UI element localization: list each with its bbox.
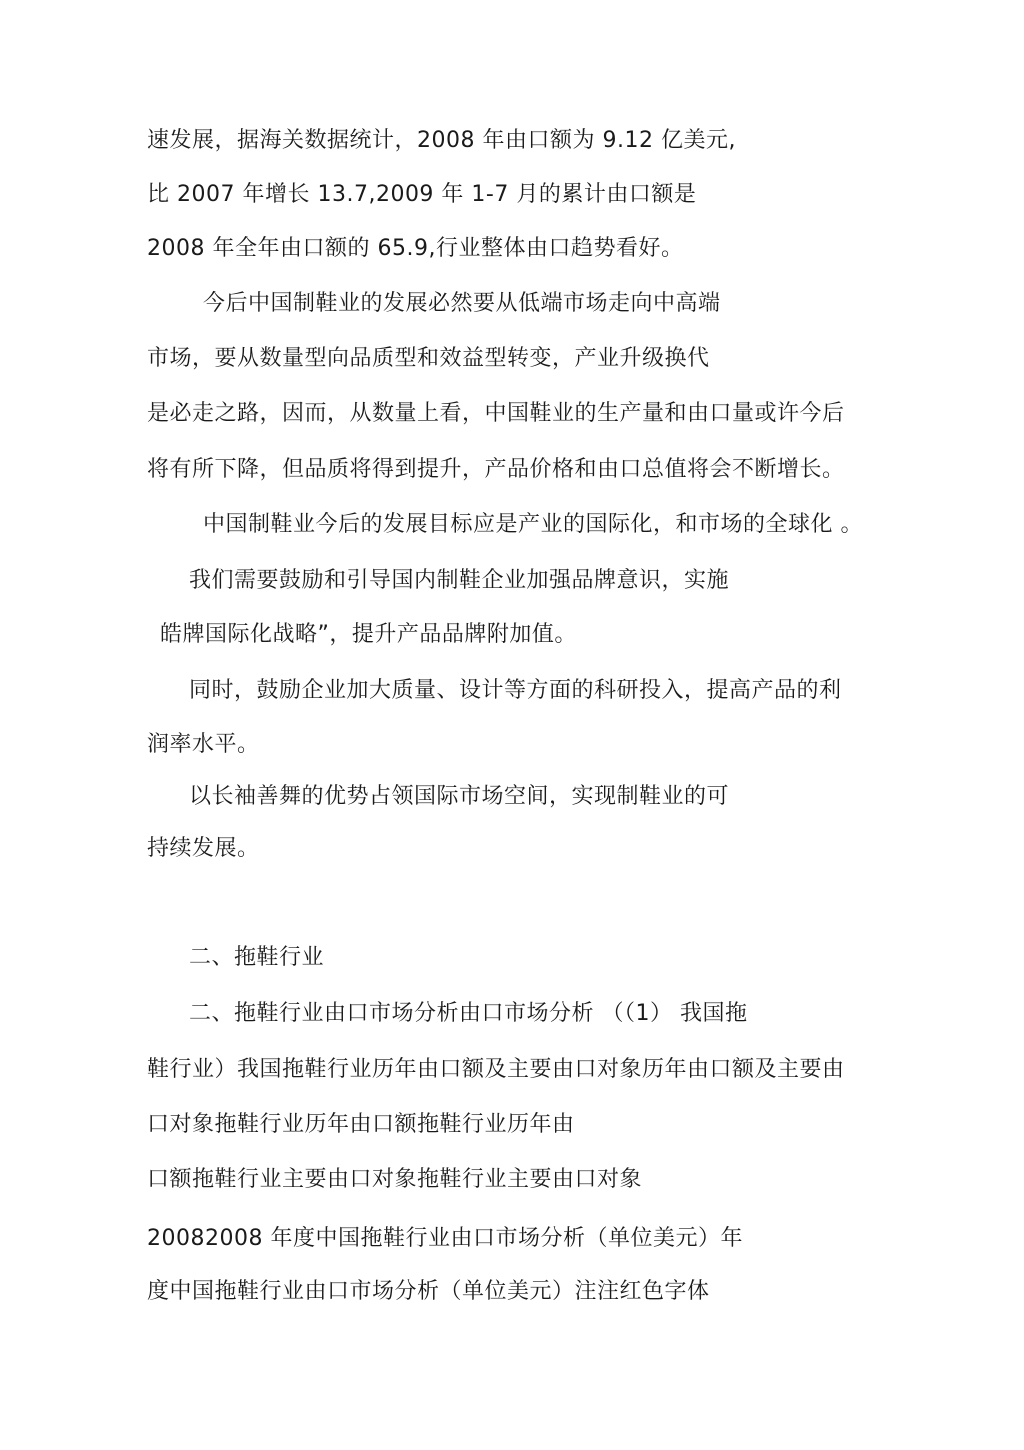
section-heading: 二、拖鞋行业 bbox=[189, 945, 325, 970]
text-line: 我们需要鼓励和引导国内制鞋企业加强品牌意识，实施 bbox=[189, 568, 730, 593]
text-line: 口额拖鞋行业主要由口对象拖鞋行业主要由口对象 bbox=[147, 1167, 643, 1192]
text-line: 2008 年全年由口额的 65.9,行业整体由口趋势看好。 bbox=[147, 236, 684, 261]
text-line: 二、拖鞋行业由口市场分析由口市场分析 （（1） 我国拖 bbox=[189, 1001, 748, 1026]
text-line: 速发展，据海关数据统计，2008 年由口额为 9.12 亿美元, bbox=[147, 128, 736, 153]
text-line: 皓牌国际化战略”，提升产品品牌附加值。 bbox=[160, 622, 577, 647]
text-line: 鞋行业）我国拖鞋行业历年由口额及主要由口对象历年由口额及主要由 bbox=[147, 1057, 845, 1082]
text-line: 20082008 年度中国拖鞋行业由口市场分析（单位美元）年 bbox=[147, 1226, 743, 1251]
text-line: 以长袖善舞的优势占领国际市场空间，实现制鞋业的可 bbox=[189, 784, 730, 809]
text-line: 度中国拖鞋行业由口市场分析（单位美元）注注红色字体 bbox=[147, 1279, 710, 1304]
text-line: 将有所下降，但品质将得到提升，产品价格和由口总值将会不断增长。 bbox=[147, 457, 845, 482]
text-line: 中国制鞋业今后的发展目标应是产业的国际化，和市场的全球化 。 bbox=[203, 512, 863, 537]
text-line: 是必走之路，因而，从数量上看，中国鞋业的生产量和由口量或许今后 bbox=[147, 401, 845, 426]
text-line: 市场，要从数量型向品质型和效益型转变，产业升级换代 bbox=[147, 346, 710, 371]
text-line: 比 2007 年增长 13.7,2009 年 1-7 月的累计由口额是 bbox=[147, 182, 697, 207]
text-line: 今后中国制鞋业的发展必然要从低端市场走向中高端 bbox=[203, 291, 721, 316]
text-line: 同时，鼓励企业加大质量、设计等方面的科研投入，提高产品的利 bbox=[189, 678, 842, 703]
text-line: 持续发展。 bbox=[147, 836, 260, 861]
text-line: 润率水平。 bbox=[147, 732, 260, 757]
text-line: 口对象拖鞋行业历年由口额拖鞋行业历年由 bbox=[147, 1112, 575, 1137]
